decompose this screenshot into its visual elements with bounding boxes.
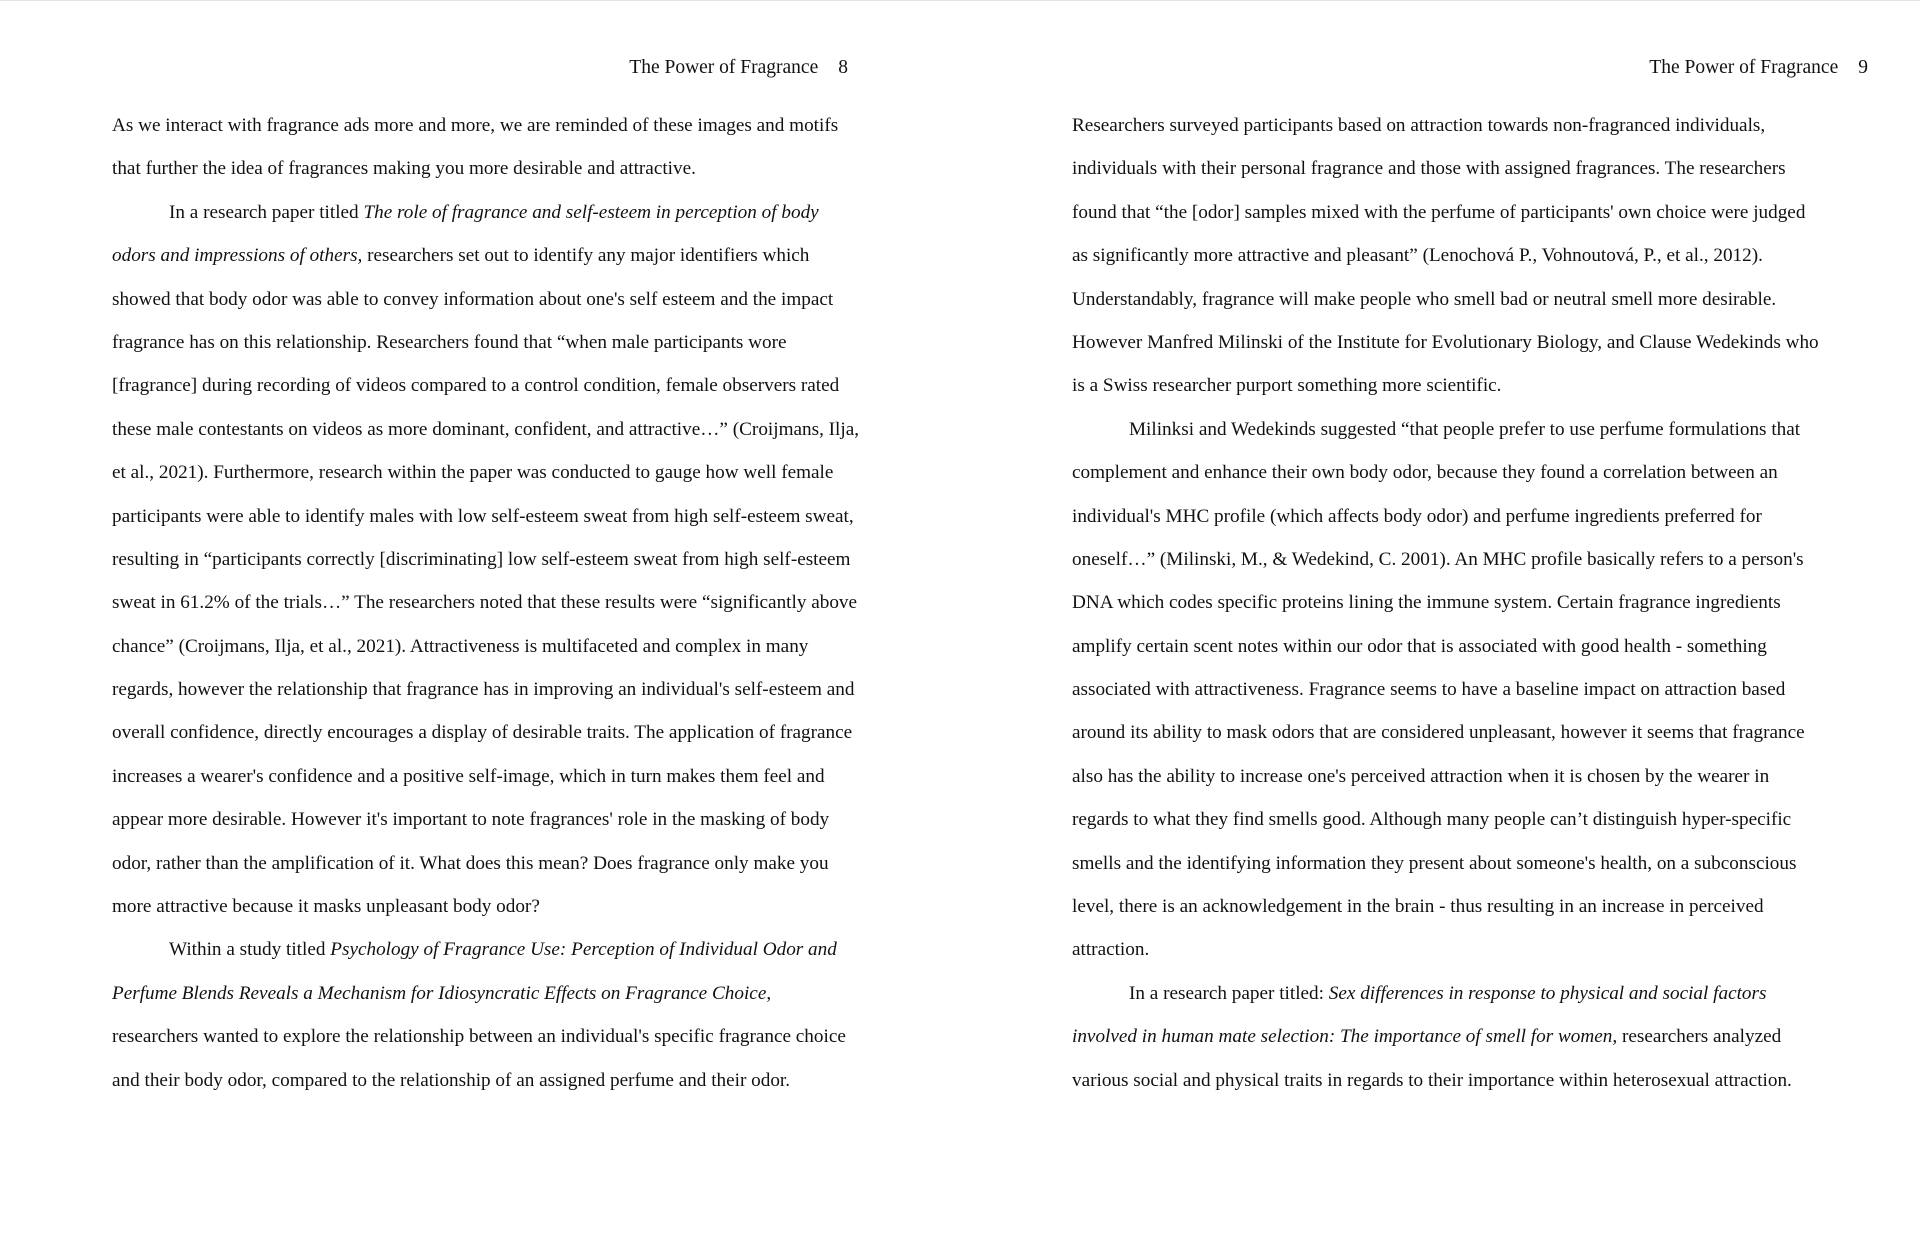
text-line: [1072, 625, 1812, 668]
text-line: [1072, 278, 1812, 321]
running-head: [1649, 56, 1868, 80]
text-segment: Milinksi and Wedekinds suggested “that people prefer to use perfume formulations that: [1129, 418, 1801, 440]
text-segment: Researchers surveyed participants based on attraction towards non-fragranced individuals,: [1072, 115, 1766, 136]
text-line: [1072, 755, 1812, 798]
italic-title-text: Perfume Blends Reveals a Mechanism for Idiosyncratic Effects on Fragrance Choice: [112, 982, 767, 1004]
italic-title-text: Psychology of Fragrance Use: Perception of Individual Odor and: [330, 939, 837, 961]
italic-title-text: Sex differences in response to physical and social factors: [1328, 982, 1767, 1004]
text-segment: increases a wearer's confidence and a positive self-image, which in turn makes them feel and: [112, 765, 825, 787]
text-line: [112, 668, 855, 711]
text-segment: Understandably, fragrance will make people who smell bad or neutral smell more desirable.: [1072, 288, 1777, 310]
text-segment: In a research paper titled:: [1129, 982, 1329, 1004]
text-segment: more attractive because it masks unpleasant body odor?: [112, 896, 540, 918]
text-line: [112, 538, 852, 581]
text-segment: DNA which codes specific proteins lining the immune system. Certain fragrance ingredients: [1072, 592, 1781, 614]
text-line: [112, 321, 852, 364]
text-segment: individual's MHC profile (which affects body odor) and perfume ingredients preferred for: [1072, 505, 1762, 527]
italic-title-text: involved in human mate selection: The importance of smell for women,: [1072, 1026, 1618, 1048]
text-segment: attraction.: [1072, 939, 1150, 961]
page-number: 8: [838, 57, 848, 78]
text-segment: that further the idea of fragrances making you more desirable and attractive.: [112, 158, 696, 180]
text-segment: is a Swiss researcher purport something more scientific.: [1072, 375, 1502, 397]
page-number: 9: [1858, 57, 1868, 78]
running-head: [629, 56, 848, 80]
text-segment: and their body odor, compared to the relationship of an assigned perfume and their odor.: [112, 1069, 791, 1091]
text-line: [1072, 538, 1812, 581]
text-line: [112, 147, 852, 190]
text-segment: also has the ability to increase one's perceived attraction when it is chosen by the wearer in: [1072, 765, 1770, 787]
text-line: [1072, 668, 1812, 711]
text-line: [112, 495, 852, 538]
text-line: [1072, 495, 1812, 538]
text-segment: Within a study titled: [169, 939, 331, 961]
text-line: [112, 885, 852, 928]
page-9: [960, 0, 1920, 1244]
text-line: [1072, 885, 1812, 928]
text-line: [1072, 928, 1812, 971]
text-segment: sweat in 61.2% of the trials…” The researchers noted that these results were “significantly above: [112, 592, 858, 614]
text-segment: As we interact with fragrance ads more and more, we are reminded of these images and motifs: [112, 115, 839, 136]
body-text: [112, 104, 860, 1102]
text-segment: found that “the [odor] samples mixed with the perfume of participants' own choice were judged: [1072, 201, 1806, 223]
text-line: [1072, 234, 1812, 277]
text-segment: regards to what they find smells good. Although many people can’t distinguish hyper-specific: [1072, 809, 1792, 831]
text-line: [1072, 321, 1819, 364]
text-segment: level, there is an acknowledgement in the brain - thus resulting in an increase in perceived: [1072, 896, 1764, 918]
text-segment: appear more desirable. However it's important to note fragrances' role in the masking of body: [112, 809, 830, 831]
text-line: [112, 842, 852, 885]
body-text: [1072, 104, 1819, 1102]
text-line: [1072, 972, 1812, 1015]
text-segment: these male contestants on videos as more dominant, confident, and attractive…” (Croijmans, Ilja,: [112, 418, 860, 440]
text-segment: as significantly more attractive and pleasant” (Lenochová P., Vohnoutová, P., et al., 2012).: [1072, 245, 1763, 267]
text-line: [112, 928, 852, 971]
text-segment: associated with attractiveness. Fragrance seems to have a baseline impact on attraction based: [1072, 679, 1786, 701]
italic-title-text: odors and impressions of others,: [112, 245, 363, 267]
text-segment: researchers set out to identify any major identifiers which: [362, 245, 810, 267]
text-segment: ,: [766, 982, 772, 1004]
text-line: [112, 104, 852, 147]
text-line: [112, 234, 852, 277]
text-line: [1072, 798, 1812, 841]
text-segment: various social and physical traits in regards to their importance within heterosexual attraction.: [1072, 1069, 1792, 1091]
text-segment: et al., 2021). Furthermore, research within the paper was conducted to gauge how well female: [112, 462, 834, 484]
text-segment: fragrance has on this relationship. Researchers found that “when male participants wore: [112, 331, 787, 353]
text-line: [112, 711, 852, 754]
text-segment: showed that body odor was able to convey information about one's self esteem and the impact: [112, 288, 834, 310]
italic-title-text: The role of fragrance and self-esteem in perception of body: [363, 201, 819, 223]
text-segment: odor, rather than the amplification of it. What does this mean? Does fragrance only make you: [112, 852, 829, 874]
text-line: [1072, 581, 1812, 624]
text-line: [1072, 104, 1812, 147]
text-segment: [fragrance] during recording of videos compared to a control condition, female observers rated: [112, 375, 840, 397]
text-segment: However Manfred Milinski of the Institute for Evolutionary Biology, and Clause Wedekinds who: [1072, 331, 1819, 353]
text-segment: around its ability to mask odors that are considered unpleasant, however it seems that fragrance: [1072, 722, 1805, 744]
text-line: [112, 1059, 852, 1102]
text-line: [112, 1015, 852, 1058]
text-segment: chance” (Croijmans, Ilja, et al., 2021). Attractiveness is multifaceted and complex in many: [112, 635, 809, 657]
running-head-title: The Power of Fragrance: [1649, 57, 1839, 78]
text-line: [1072, 191, 1812, 234]
text-line: [112, 972, 852, 1015]
text-line: [112, 451, 852, 494]
running-head-title: The Power of Fragrance: [629, 57, 819, 78]
text-line: [112, 408, 860, 451]
text-line: [112, 278, 852, 321]
text-segment: amplify certain scent notes within our odor that is associated with good health - something: [1072, 635, 1767, 657]
text-line: [112, 364, 852, 407]
text-segment: overall confidence, directly encourages a display of desirable traits. The application of fragrance: [112, 722, 853, 744]
text-segment: participants were able to identify males with low self-esteem sweat from high self-esteem sweat,: [112, 505, 854, 527]
text-line: [112, 625, 852, 668]
text-line: [1072, 1059, 1812, 1102]
text-segment: regards, however the relationship that fragrance has in improving an individual's self-esteem and: [112, 679, 855, 701]
text-line: [112, 798, 852, 841]
text-line: [1072, 147, 1812, 190]
text-line: [112, 755, 852, 798]
text-line: [1072, 408, 1812, 451]
text-line: [1072, 364, 1812, 407]
text-segment: complement and enhance their own body odor, because they found a correlation between an: [1072, 462, 1778, 484]
text-line: [1072, 451, 1812, 494]
text-segment: oneself…” (Milinski, M., & Wedekind, C. 2001). An MHC profile basically refers to a person's: [1072, 548, 1804, 570]
text-line: [112, 581, 858, 624]
text-line: [1072, 1015, 1812, 1058]
text-segment: In a research paper titled: [169, 201, 364, 223]
text-line: [1072, 842, 1812, 885]
text-line: [1072, 711, 1812, 754]
text-segment: resulting in “participants correctly [discriminating] low self-esteem sweat from high self-esteem: [112, 548, 851, 570]
text-segment: researchers analyzed: [1617, 1026, 1782, 1048]
text-segment: individuals with their personal fragrance and those with assigned fragrances. The researchers: [1072, 158, 1786, 180]
text-segment: smells and the identifying information they present about someone's health, on a subconscious: [1072, 852, 1797, 874]
text-segment: researchers wanted to explore the relationship between an individual's specific fragrance choice: [112, 1026, 846, 1048]
text-line: [112, 191, 852, 234]
